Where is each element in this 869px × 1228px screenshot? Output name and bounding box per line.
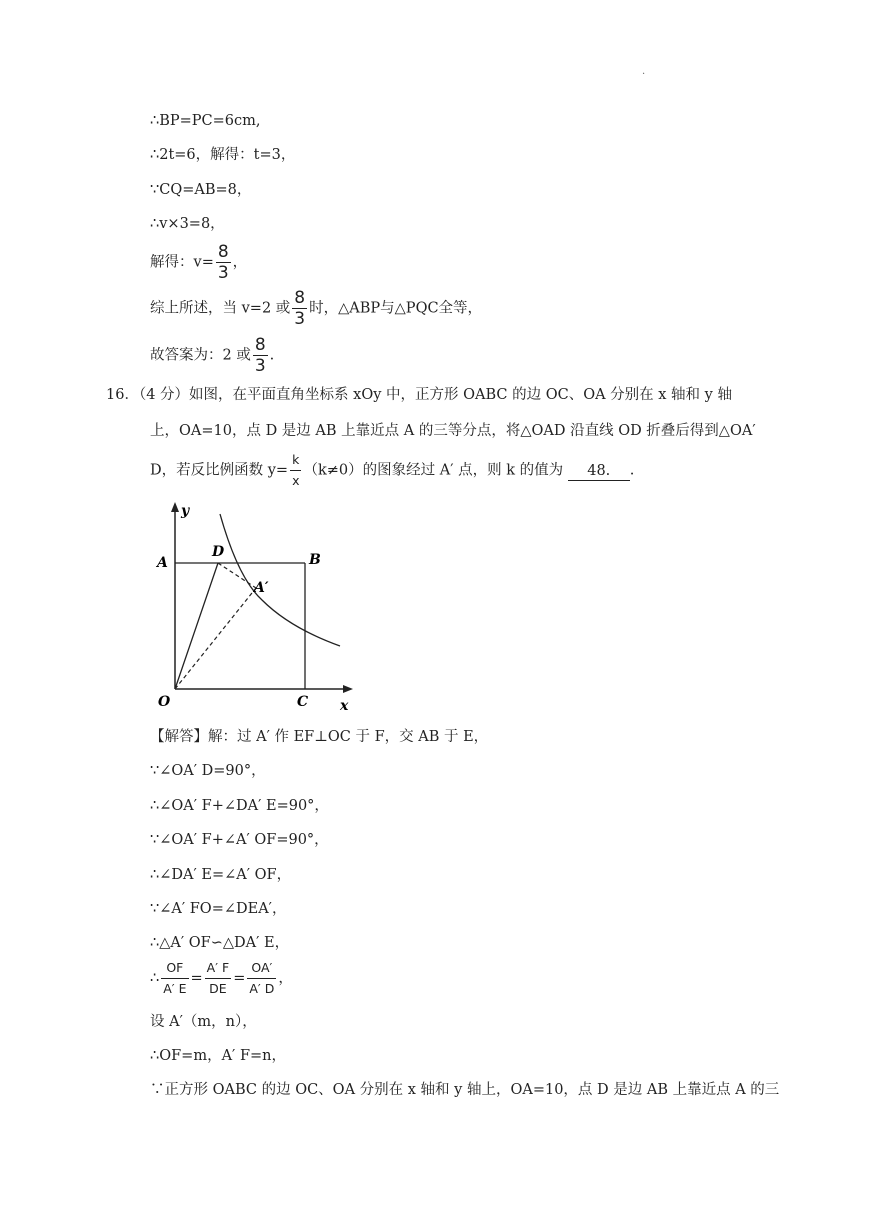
segment-od — [175, 563, 218, 689]
text-segment: . — [629, 462, 635, 479]
fraction — [216, 242, 231, 283]
label-x: x — [340, 698, 349, 714]
fraction — [205, 958, 232, 999]
geometry-figure — [150, 496, 370, 714]
text-segment: （k≠0）的图象经过 A′ 点，则 k 的值为 — [303, 462, 564, 479]
equals-sign: = — [190, 970, 203, 987]
label-a: A — [157, 555, 168, 571]
fraction-numerator: 8 — [294, 288, 306, 308]
text-line: ∴BP=PC=6cm, — [150, 113, 261, 129]
solution-line: ∴△A′ OF∽△DA′ E， — [150, 935, 290, 951]
label-b: B — [309, 552, 321, 568]
text-segment: ∴ — [150, 970, 160, 987]
fraction — [161, 958, 188, 999]
solution-line: ∵正方形 OABC 的边 OC、OA 分别在 x 轴和 y 轴上，OA=10，点 D 是边 AB 上靠近点 A 的三 — [150, 1082, 780, 1098]
segment-da-prime — [218, 563, 256, 588]
fraction-denominator: 3 — [294, 309, 306, 329]
fraction — [292, 288, 307, 329]
fraction — [247, 958, 276, 999]
text-segment: 时，△ABP与△PQC全等， — [309, 300, 483, 317]
text-line: ∴v×3=8， — [150, 216, 225, 232]
fraction-denominator: 3 — [217, 263, 229, 283]
solution-line: 【解答】解：过 A′ 作 EF⊥OC 于 F，交 AB 于 E， — [150, 729, 489, 745]
fraction-numerator: OF — [161, 958, 188, 979]
label-d: D — [212, 544, 225, 560]
label-a-prime: A′ — [254, 580, 269, 596]
fraction-numerator: k — [290, 450, 301, 471]
text-line-fraction — [150, 288, 482, 329]
fraction-numerator: 8 — [254, 335, 266, 355]
fraction — [253, 335, 268, 376]
answer-blank: 48. — [568, 462, 630, 481]
fraction-denominator: DE — [209, 981, 227, 996]
solution-line: 设 A′（m，n）， — [150, 1014, 257, 1030]
text-line: ∵CQ=AB=8， — [150, 182, 252, 198]
fraction-denominator: 3 — [254, 356, 266, 376]
solution-line: ∴∠OA′ F+∠DA′ E=90°， — [150, 798, 329, 814]
text-segment: ， — [232, 254, 248, 271]
solution-line: ∵∠A′ FO=∠DEA′， — [150, 901, 287, 917]
fraction-denominator: A′ E — [163, 981, 187, 996]
x-axis-arrow — [343, 685, 353, 693]
text-line-fraction — [150, 335, 274, 376]
solution-line-fraction — [150, 958, 293, 999]
text-segment: 综上所述，当 v=2 或 — [150, 300, 291, 317]
question-line: 16．（4 分）如图，在平面直角坐标系 xOy 中，正方形 OABC 的边 OC、OA 分别在 x 轴和 y 轴 — [106, 387, 732, 403]
text-segment: ， — [278, 970, 293, 987]
text-segment: D，若反比例函数 y= — [150, 462, 289, 479]
label-o: O — [158, 694, 171, 710]
equals-sign: = — [233, 970, 246, 987]
segment-oa-prime — [175, 588, 256, 689]
text-segment: 故答案为：2 或 — [150, 347, 251, 364]
fraction-numerator: OA′ — [247, 958, 276, 979]
text-line-fraction — [150, 242, 247, 283]
text-segment: 解得：v= — [150, 254, 214, 271]
question-line: 上，OA=10，点 D 是边 AB 上靠近点 A 的三等分点，将△OAD 沿直线 OD 折叠后得到△OA′ — [150, 423, 756, 439]
hyperbola-curve — [220, 514, 340, 646]
text-segment: . — [269, 347, 275, 364]
solution-line: ∴OF=m，A′ F=n， — [150, 1048, 286, 1064]
solution-line: ∵∠OA′ D=90°， — [150, 763, 266, 779]
page-dot: . — [642, 66, 646, 77]
solution-line: ∵∠OA′ F+∠A′ OF=90°， — [150, 832, 329, 848]
fraction — [290, 450, 301, 491]
label-c: C — [297, 694, 309, 710]
text-line: ∴2t=6，解得：t=3， — [150, 147, 296, 163]
question-line-fraction — [150, 450, 634, 491]
fraction-denominator: x — [292, 473, 300, 488]
label-y: y — [181, 503, 190, 519]
fraction-numerator: A′ F — [205, 958, 232, 979]
fraction-denominator: A′ D — [249, 981, 275, 996]
fraction-numerator: 8 — [217, 242, 229, 262]
solution-line: ∴∠DA′ E=∠A′ OF， — [150, 867, 292, 883]
y-axis-arrow — [171, 502, 179, 512]
